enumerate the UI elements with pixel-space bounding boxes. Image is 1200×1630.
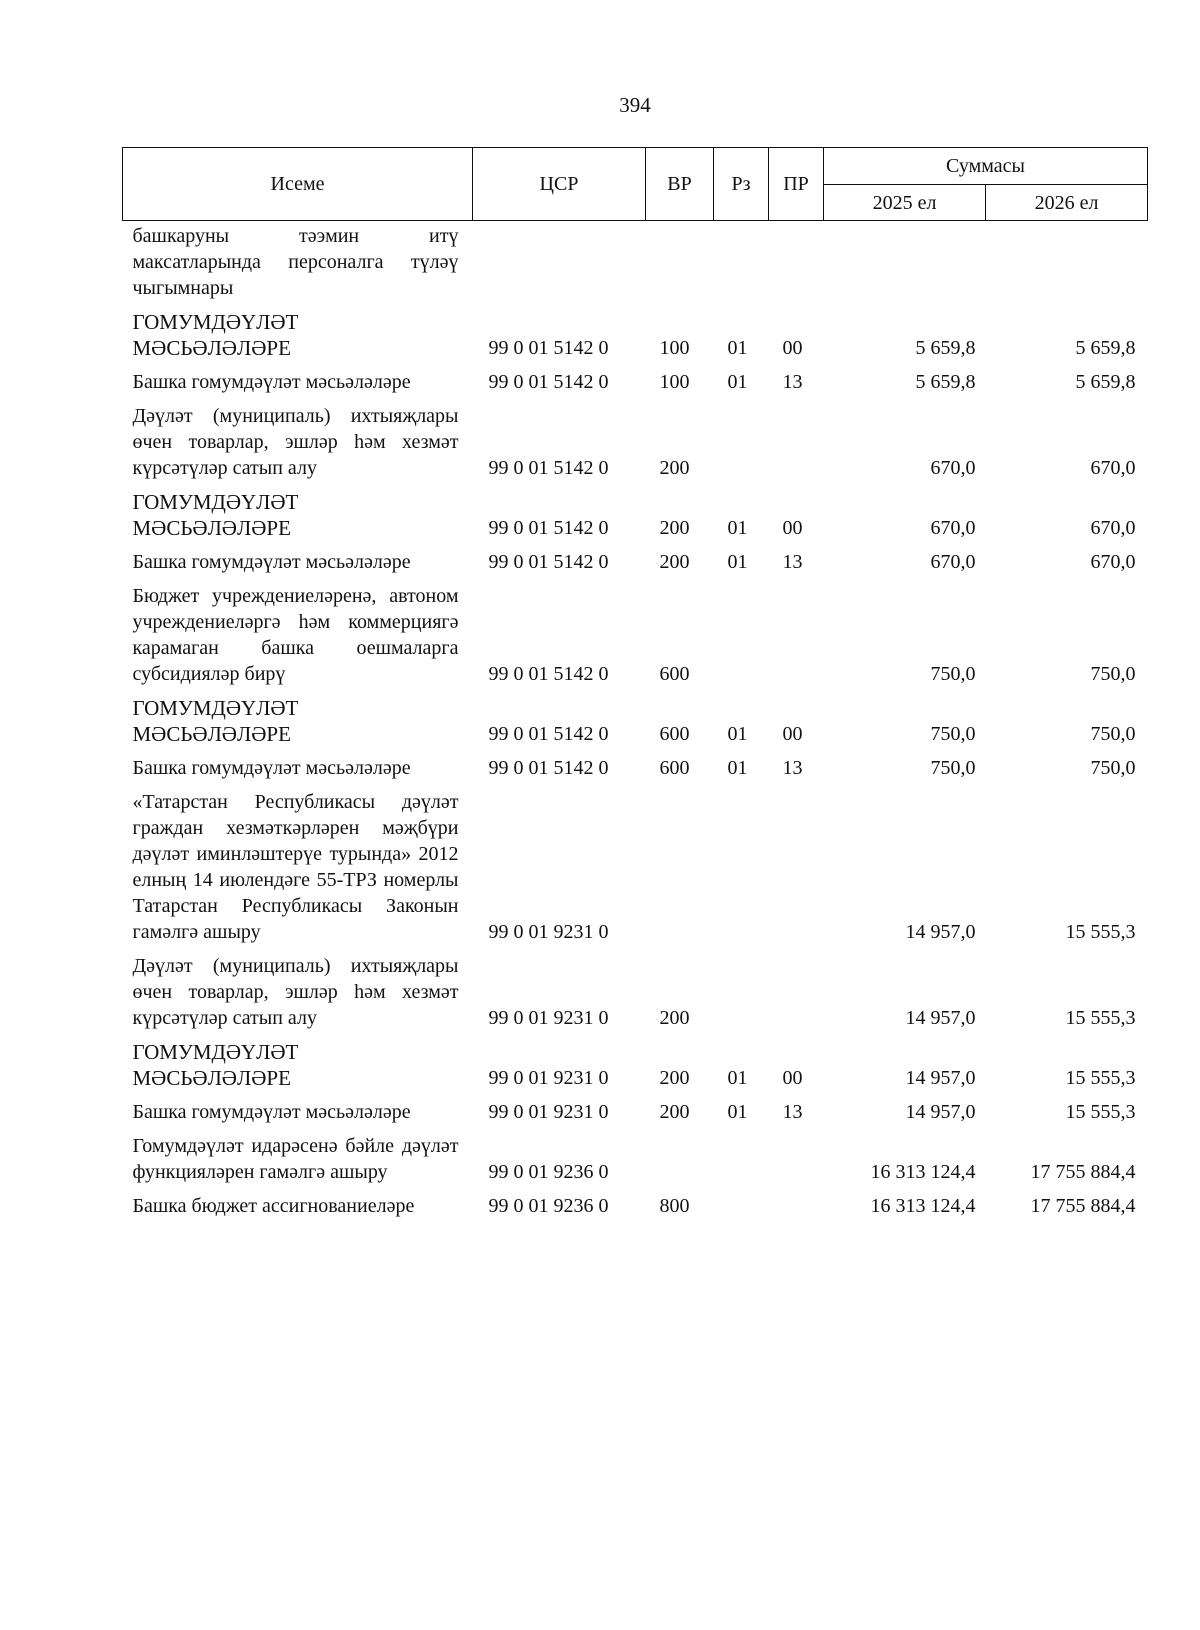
row-sum-2026: 15 555,3 <box>1065 1067 1136 1089</box>
row-rz: 01 <box>727 1101 748 1123</box>
header-pr: ПР <box>769 148 824 221</box>
row-csr: 99 0 01 5142 0 <box>488 723 609 745</box>
row-csr: 99 0 01 9236 0 <box>488 1161 609 1183</box>
row-pr <box>769 583 824 695</box>
table-row <box>123 1193 1148 1227</box>
row-csr: 99 0 01 5142 0 <box>488 337 609 359</box>
row-pr: 13 <box>782 757 803 779</box>
row-sum-2026: 670,0 <box>1090 517 1136 539</box>
row-name: Башка гомумдәүләт мәсьәләләре <box>132 757 411 779</box>
row-sum-2026: 15 555,3 <box>1065 1007 1136 1029</box>
header-year-2025: 2025 ел <box>824 185 986 221</box>
row-pr <box>769 1133 824 1193</box>
row-sum-2026: 670,0 <box>1090 551 1136 573</box>
table-header <box>123 148 1148 221</box>
row-name: Бюджет учреждениеләренә, автоном учреждениеләргә һәм коммерциягә карамаган башка оешмаларга субсидияләр бирү <box>132 585 459 685</box>
row-name: ГОМУМДӘҮЛӘТ МӘСЬӘЛӘЛӘРЕ <box>132 696 299 746</box>
row-name: Дәүләт (муниципаль) ихтыяҗлары өчен товарлар, эшләр һәм хезмәт күрсәтүләр сатып алу <box>132 405 459 479</box>
row-vr: 200 <box>659 1067 690 1089</box>
row-csr: 99 0 01 5142 0 <box>488 551 609 573</box>
table-row <box>123 489 1148 549</box>
row-name: Башка гомумдәүләт мәсьәләләре <box>132 551 411 573</box>
row-sum-2025: 750,0 <box>930 723 976 745</box>
row-pr: 13 <box>782 1101 803 1123</box>
row-vr <box>646 789 714 953</box>
table-row <box>123 403 1148 489</box>
row-sum-2025: 750,0 <box>930 757 976 779</box>
row-rz: 01 <box>727 1067 748 1089</box>
row-pr <box>769 789 824 953</box>
row-csr: 99 0 01 9231 0 <box>488 1101 609 1123</box>
table-row <box>123 369 1148 403</box>
row-name: Башка гомумдәүләт мәсьәләләре <box>132 371 411 393</box>
row-pr: 13 <box>782 551 803 573</box>
row-vr <box>646 221 714 310</box>
row-csr: 99 0 01 5142 0 <box>488 757 609 779</box>
row-sum-2025 <box>824 221 986 310</box>
row-vr: 200 <box>659 457 690 479</box>
row-csr: 99 0 01 9231 0 <box>488 921 609 943</box>
row-vr: 200 <box>659 1101 690 1123</box>
row-vr <box>646 1133 714 1193</box>
row-vr: 600 <box>659 723 690 745</box>
table-row <box>123 549 1148 583</box>
row-sum-2025: 14 957,0 <box>905 1067 976 1089</box>
row-pr <box>769 953 824 1039</box>
row-rz: 01 <box>727 371 748 393</box>
row-sum-2026: 5 659,8 <box>1075 337 1136 359</box>
row-sum-2026 <box>986 221 1148 310</box>
row-pr <box>769 403 824 489</box>
header-name: Исеме <box>123 148 473 221</box>
row-vr: 100 <box>659 337 690 359</box>
row-sum-2026: 750,0 <box>1090 723 1136 745</box>
row-rz <box>714 1193 769 1227</box>
row-csr: 99 0 01 5142 0 <box>488 457 609 479</box>
row-name: «Татарстан Республикасы дәүләт граждан хезмәткәрләрен мәҗбүри дәүләт иминләштерүе турында» 2012 елның 14 июлендәге 55-ТРЗ номерлы Татарстан Республикасы Законын гамәлгә ашыру <box>132 791 459 943</box>
row-csr: 99 0 01 5142 0 <box>488 517 609 539</box>
row-name: башкаруны тәэмин итү максатларында персоналга түләү чыгымнары <box>132 225 459 299</box>
table-row <box>123 1099 1148 1133</box>
row-sum-2025: 5 659,8 <box>915 371 976 393</box>
row-sum-2025: 670,0 <box>930 457 976 479</box>
table-row <box>123 1133 1148 1193</box>
row-sum-2026: 15 555,3 <box>1065 921 1136 943</box>
row-csr <box>473 221 646 310</box>
row-vr: 600 <box>659 757 690 779</box>
row-name: Башка гомумдәүләт мәсьәләләре <box>132 1101 411 1123</box>
header-year-2026: 2026 ел <box>986 185 1148 221</box>
row-sum-2025: 16 313 124,4 <box>870 1195 976 1217</box>
row-csr: 99 0 01 9236 0 <box>488 1195 609 1217</box>
row-name: ГОМУМДӘҮЛӘТ МӘСЬӘЛӘЛӘРЕ <box>132 310 299 360</box>
row-pr: 00 <box>782 723 803 745</box>
row-sum-2026: 15 555,3 <box>1065 1101 1136 1123</box>
row-csr: 99 0 01 5142 0 <box>488 371 609 393</box>
row-sum-2025: 670,0 <box>930 551 976 573</box>
row-pr: 00 <box>782 517 803 539</box>
row-sum-2026: 750,0 <box>1090 663 1136 685</box>
table-body <box>123 221 1148 1228</box>
row-sum-2026: 750,0 <box>1090 757 1136 779</box>
row-vr: 600 <box>659 663 690 685</box>
budget-table <box>122 147 1148 1227</box>
table-row <box>123 583 1148 695</box>
header-csr: ЦСР <box>473 148 646 221</box>
row-rz <box>714 789 769 953</box>
row-rz: 01 <box>727 337 748 359</box>
table-row <box>123 789 1148 953</box>
row-name: ГОМУМДӘҮЛӘТ МӘСЬӘЛӘЛӘРЕ <box>132 1040 299 1090</box>
row-rz: 01 <box>727 723 748 745</box>
table-row <box>123 221 1148 310</box>
row-name: Дәүләт (муниципаль) ихтыяҗлары өчен товарлар, эшләр һәм хезмәт күрсәтүләр сатып алу <box>132 955 459 1029</box>
row-rz: 01 <box>727 517 748 539</box>
row-sum-2025: 16 313 124,4 <box>870 1161 976 1183</box>
row-csr: 99 0 01 9231 0 <box>488 1067 609 1089</box>
row-vr: 100 <box>659 371 690 393</box>
row-vr: 200 <box>659 517 690 539</box>
row-sum-2025: 670,0 <box>930 517 976 539</box>
table-row <box>123 695 1148 755</box>
page-number: 394 <box>619 93 651 117</box>
row-pr <box>769 221 824 310</box>
table-row <box>123 309 1148 369</box>
row-sum-2026: 17 755 884,4 <box>1030 1195 1136 1217</box>
row-pr: 00 <box>782 1067 803 1089</box>
row-rz <box>714 583 769 695</box>
row-sum-2025: 5 659,8 <box>915 337 976 359</box>
row-rz <box>714 1133 769 1193</box>
row-rz <box>714 221 769 310</box>
row-vr: 800 <box>659 1195 690 1217</box>
row-name: Гомумдәүләт идарәсенә бәйле дәүләт функцияләрен гамәлгә ашыру <box>132 1135 459 1183</box>
row-csr: 99 0 01 9231 0 <box>488 1007 609 1029</box>
row-pr: 13 <box>782 371 803 393</box>
row-sum-2025: 750,0 <box>930 663 976 685</box>
row-sum-2025: 14 957,0 <box>905 1007 976 1029</box>
row-pr <box>769 1193 824 1227</box>
table-row <box>123 1039 1148 1099</box>
row-pr: 00 <box>782 337 803 359</box>
row-rz: 01 <box>727 757 748 779</box>
row-csr: 99 0 01 5142 0 <box>488 663 609 685</box>
header-rz: Рз <box>714 148 769 221</box>
row-rz <box>714 953 769 1039</box>
header-sums: Суммасы <box>824 148 1148 185</box>
row-vr: 200 <box>659 1007 690 1029</box>
row-rz: 01 <box>727 551 748 573</box>
row-sum-2025: 14 957,0 <box>905 1101 976 1123</box>
row-vr: 200 <box>659 551 690 573</box>
row-name: Башка бюджет ассигнованиеләре <box>132 1195 415 1217</box>
row-rz <box>714 403 769 489</box>
row-name: ГОМУМДӘҮЛӘТ МӘСЬӘЛӘЛӘРЕ <box>132 490 299 540</box>
row-sum-2026: 670,0 <box>1090 457 1136 479</box>
row-sum-2026: 17 755 884,4 <box>1030 1161 1136 1183</box>
table-row <box>123 755 1148 789</box>
table-row <box>123 953 1148 1039</box>
row-sum-2025: 14 957,0 <box>905 921 976 943</box>
row-sum-2026: 5 659,8 <box>1075 371 1136 393</box>
header-vr: ВР <box>646 148 714 221</box>
